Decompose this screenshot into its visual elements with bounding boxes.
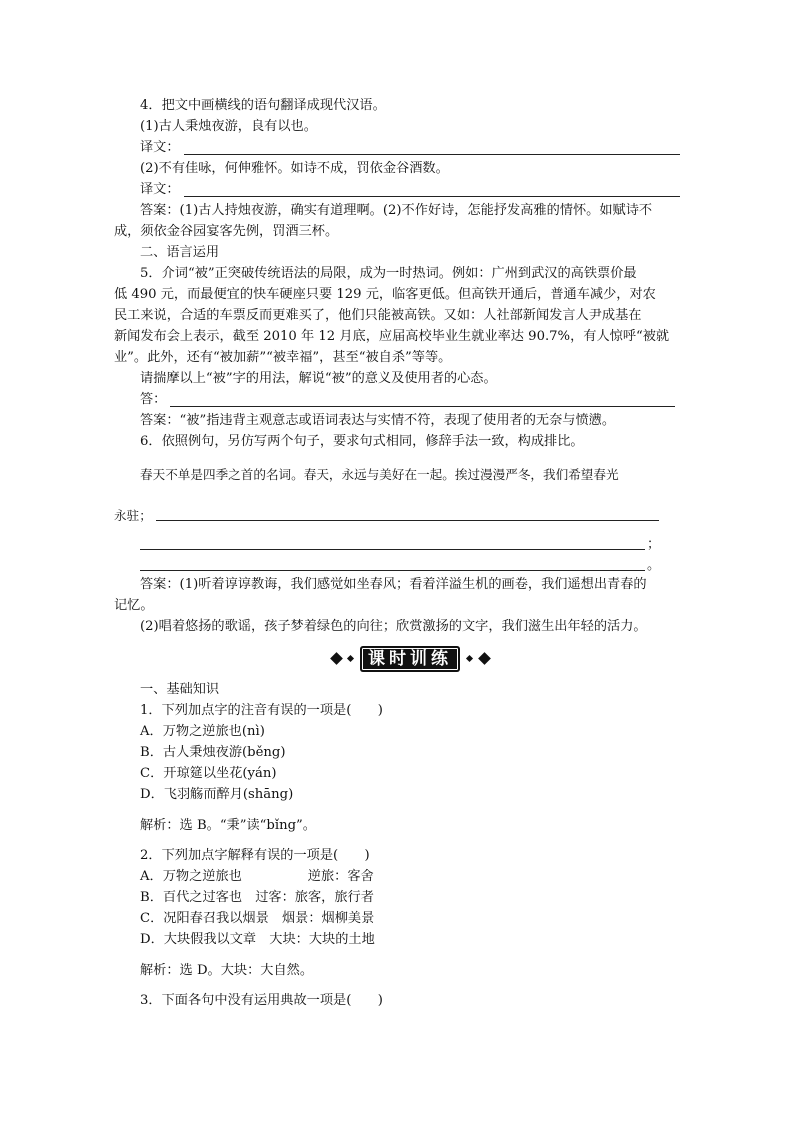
section-heading-basics: 一、基础知识 — [140, 682, 220, 697]
answer-6-line-1: 答案：(1)听着谆谆教诲，我们感觉如坐春风；看着洋溢生机的画卷，我们遥想出青春的 — [140, 577, 647, 592]
question-5-line-3: 民工来说，合适的车票反而更难买了，他们只能被高铁。又如：人社部新闻发言人尹成基在 — [114, 308, 642, 323]
section-banner — [0, 646, 794, 674]
answer-6-line-3: (2)唱着悠扬的歌谣，孩子梦着绿色的向往；欣赏激扬的文字，我们滋生出年轻的活力。 — [140, 619, 647, 634]
explanation-1: 解析：选 B。“秉”读“bǐng”。 — [140, 818, 316, 833]
question-5-line-1: 5．介词“被”正突破传统语法的局限，成为一时热词。例如：广州到武汉的高铁票价最 — [140, 266, 637, 281]
answer-blank-line — [140, 549, 645, 550]
option-d: D．飞羽觞而醉月(shāng) — [140, 787, 294, 802]
diamond-icon — [478, 652, 491, 665]
question-4: 4．把文中画横线的语句翻译成现代汉语。 — [140, 98, 386, 113]
question-4-item-1: (1)古人秉烛夜游，良有以也。 — [140, 119, 317, 134]
example-sentence: 春天不单是四季之首的名词。春天，永远与美好在一起。挨过漫漫严冬，我们希望春光 — [140, 467, 619, 482]
diamond-icon — [347, 655, 354, 662]
answer-4-line-2: 成，须依金谷园宴客先例，罚酒三杯。 — [114, 224, 339, 239]
answer-label: 答： — [140, 392, 167, 407]
translation-label-1: 译文： — [140, 140, 180, 155]
answer-blank-line — [156, 520, 659, 521]
option-c: C．开琼筵以坐花(yán) — [140, 766, 277, 781]
banner-title: 课时训练 — [360, 646, 460, 672]
semicolon-mark: ； — [647, 537, 661, 552]
question-5-line-4: 新闻发布会上表示，截至 2010 年 12 月底，应届高校毕业生就业率达 90.7%，有人惊呼“被就 — [114, 329, 670, 344]
answer-4-line-1: 答案：(1)古人持烛夜游，确实有道理啊。(2)不作好诗，怎能抒发高雅的情怀。如赋诗不 — [140, 203, 653, 218]
option-d: D．大块假我以文章 大块：大块的土地 — [140, 932, 375, 947]
explanation-2: 解析：选 D。大块：大自然。 — [140, 963, 314, 978]
diamond-icon — [466, 655, 473, 662]
option-b: B．百代之过客也 过客：旅客，旅行者 — [140, 890, 374, 905]
option-b: B．古人秉烛夜游(běng) — [140, 745, 286, 760]
translation-label-2: 译文： — [140, 182, 180, 197]
example-sentence-end: 永驻； — [114, 508, 152, 523]
question-6: 6．依照例句，另仿写两个句子，要求句式相同，修辞手法一致，构成排比。 — [140, 434, 584, 449]
question-5-line-2: 低 490 元，而最便宜的快车硬座只要 129 元，临客更低。但高铁开通后，普通车减少，对农 — [114, 287, 656, 302]
answer-6-line-2: 记忆。 — [114, 598, 154, 613]
option-a: A．万物之逆旅也 逆旅：客舍 — [140, 869, 374, 884]
test-question-2: 2．下列加点字解释有误的一项是( ) — [140, 848, 370, 863]
option-a: A．万物之逆旅也(nì) — [140, 724, 265, 739]
option-c: C．况阳春召我以烟景 烟景：烟柳美景 — [140, 911, 375, 926]
answer-blank-line — [170, 406, 675, 407]
test-question-1: 1．下列加点字的注音有误的一项是( ) — [140, 703, 383, 718]
question-5-line-5: 业”。此外，还有“被加薪”“被幸福”，甚至“被自杀”等等。 — [114, 350, 452, 365]
diamond-icon — [330, 652, 343, 665]
question-4-item-2: (2)不有佳咏，何伸雅怀。如诗不成，罚依金谷酒数。 — [140, 161, 449, 176]
answer-5: 答案：“被”指违背主观意志或语词表达与实情不符，表现了使用者的无奈与愤懑。 — [140, 413, 616, 428]
answer-blank-line — [184, 196, 680, 197]
test-question-3: 3．下面各句中没有运用典故一项是( ) — [140, 993, 383, 1008]
period-mark: 。 — [647, 558, 661, 573]
answer-blank-line — [184, 154, 680, 155]
section-heading-language-use: 二、语言运用 — [140, 245, 220, 260]
question-5-prompt: 请揣摩以上“被”字的用法，解说“被”的意义及使用者的心态。 — [140, 371, 497, 386]
answer-blank-line — [140, 570, 645, 571]
